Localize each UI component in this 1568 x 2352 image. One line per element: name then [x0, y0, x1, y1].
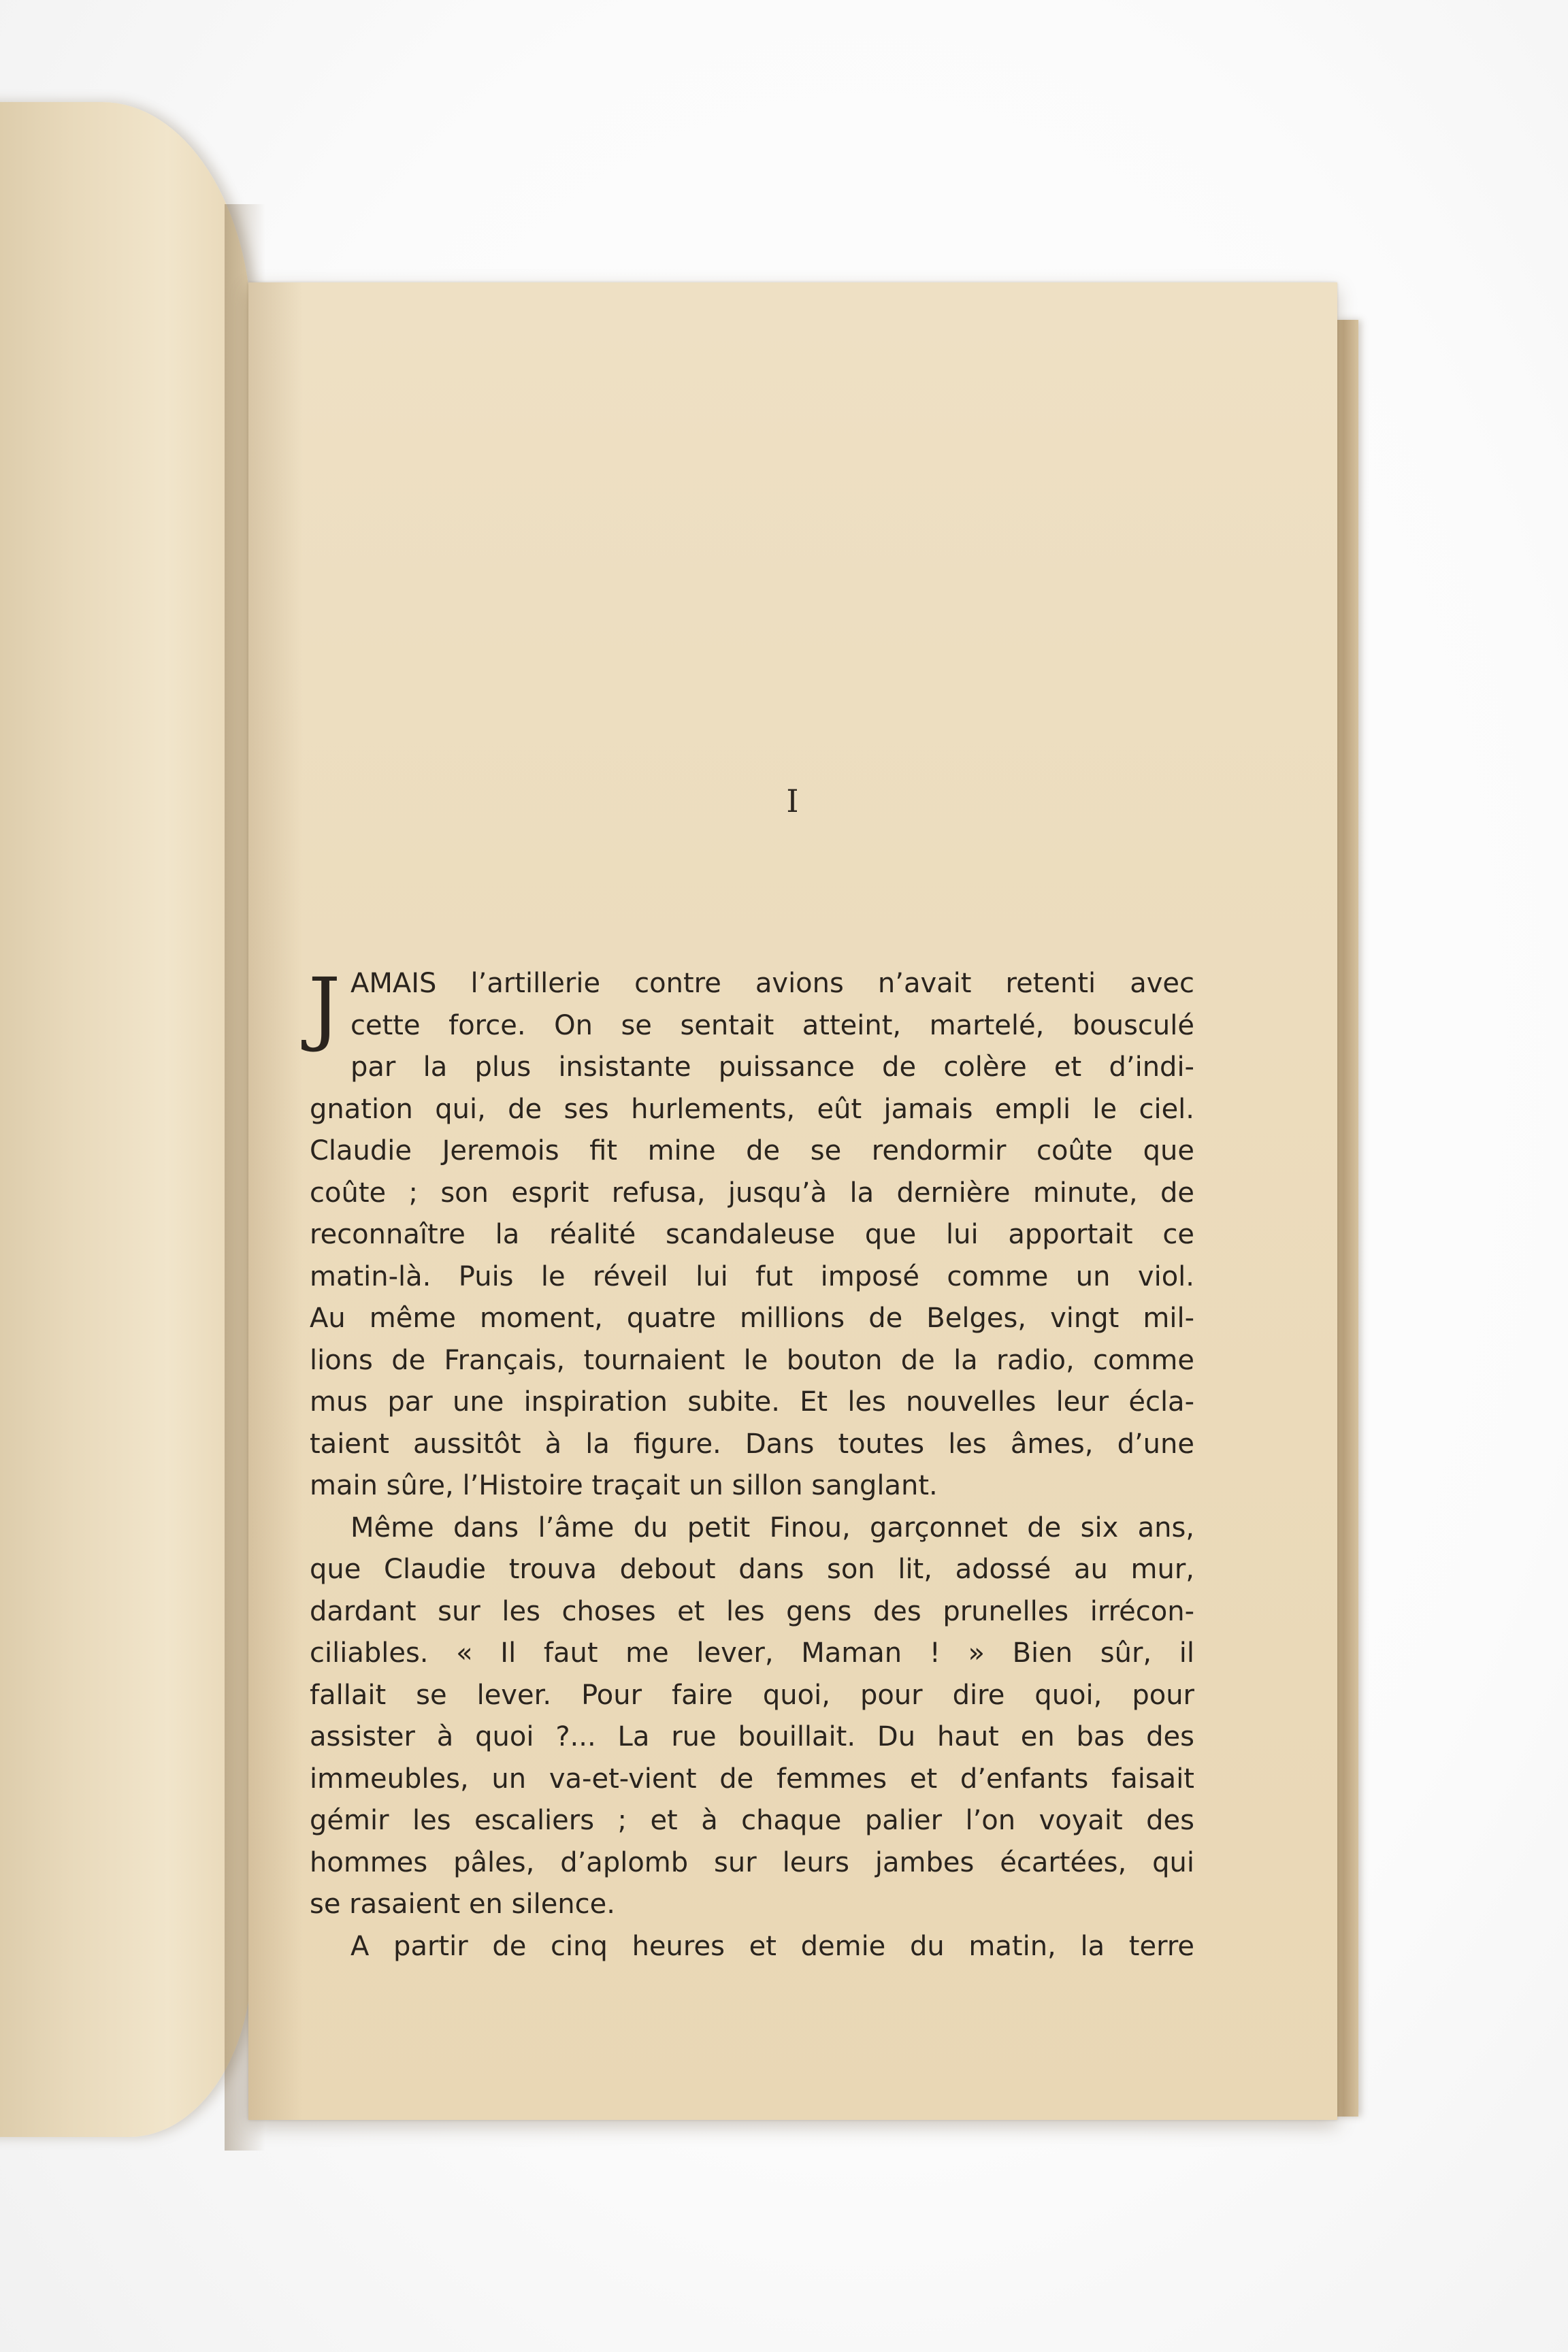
left-page-curl: [0, 102, 252, 2137]
text-line: main sûre, l’Histoire traçait un sillon sanglant.: [310, 1470, 938, 1501]
text-line: reconnaître la réalité scandaleuse que lui apportait ce: [310, 1219, 1194, 1250]
text-line: hommes pâles, d’aplomb sur leurs jambes écartées, qui: [310, 1846, 1194, 1878]
text-line: Claudie Jeremois fit mine de se rendormir coûte que: [310, 1135, 1194, 1166]
text-line: se rasaient en silence.: [310, 1889, 615, 1920]
text-line: taient aussitôt à la figure. Dans toutes les âmes, d’une: [310, 1428, 1194, 1460]
text-line: assister à quoi ?... La rue bouillait. Du haut en bas des: [310, 1721, 1194, 1752]
chapter-number: I: [786, 783, 800, 819]
text-line: cette force. On se sentait atteint, martelé, bousculé: [350, 1009, 1194, 1041]
text-line: mus par une inspiration subite. Et les nouvelles leur écla-: [310, 1386, 1194, 1418]
text-line: par la plus insistante puissance de colère et d’indi-: [350, 1051, 1194, 1083]
text-line: fallait se lever. Pour faire quoi, pour dire quoi, pour: [310, 1679, 1194, 1711]
paragraph-2: [310, 1507, 1194, 1926]
text-line: lions de Français, tournaient le bouton de la radio, comme: [310, 1344, 1194, 1376]
paragraph-1: [308, 960, 1194, 1507]
text-line: Au même moment, quatre millions de Belges, vingt mil-: [310, 1303, 1194, 1334]
text-line: que Claudie trouva debout dans son lit, adossé au mur,: [310, 1554, 1194, 1585]
text-line: coûte ; son esprit refusa, jusqu’à la dernière minute, de: [310, 1177, 1194, 1209]
text-line: dardant sur les choses et les gens des prunelles irrécon-: [310, 1595, 1194, 1627]
drop-cap: J: [308, 960, 341, 1054]
text-line: matin-là. Puis le réveil lui fut imposé comme un viol.: [310, 1260, 1194, 1292]
paragraph-3: [310, 1926, 1194, 1968]
book-page: [248, 282, 1337, 2120]
text-line: gnation qui, de ses hurlements, eût jamais empli le ciel.: [310, 1093, 1194, 1125]
text-line: AMAIS l’artillerie contre avions n’avait retenti avec: [350, 968, 1194, 999]
text-line: Même dans l’âme du petit Finou, garçonnet de six ans,: [350, 1512, 1194, 1544]
text-line: ciliables. « Il faut me lever, Maman ! » Bien sûr, il: [310, 1637, 1194, 1669]
text-line: A partir de cinq heures et demie du matin, la terre: [350, 1930, 1194, 1962]
body-text: [308, 960, 1194, 1967]
text-line: gémir les escaliers ; et à chaque palier l’on voyait des: [310, 1805, 1194, 1836]
page-stack-edge: [1334, 320, 1358, 2117]
text-line: immeubles, un va-et-vient de femmes et d’enfants faisait: [310, 1763, 1194, 1795]
